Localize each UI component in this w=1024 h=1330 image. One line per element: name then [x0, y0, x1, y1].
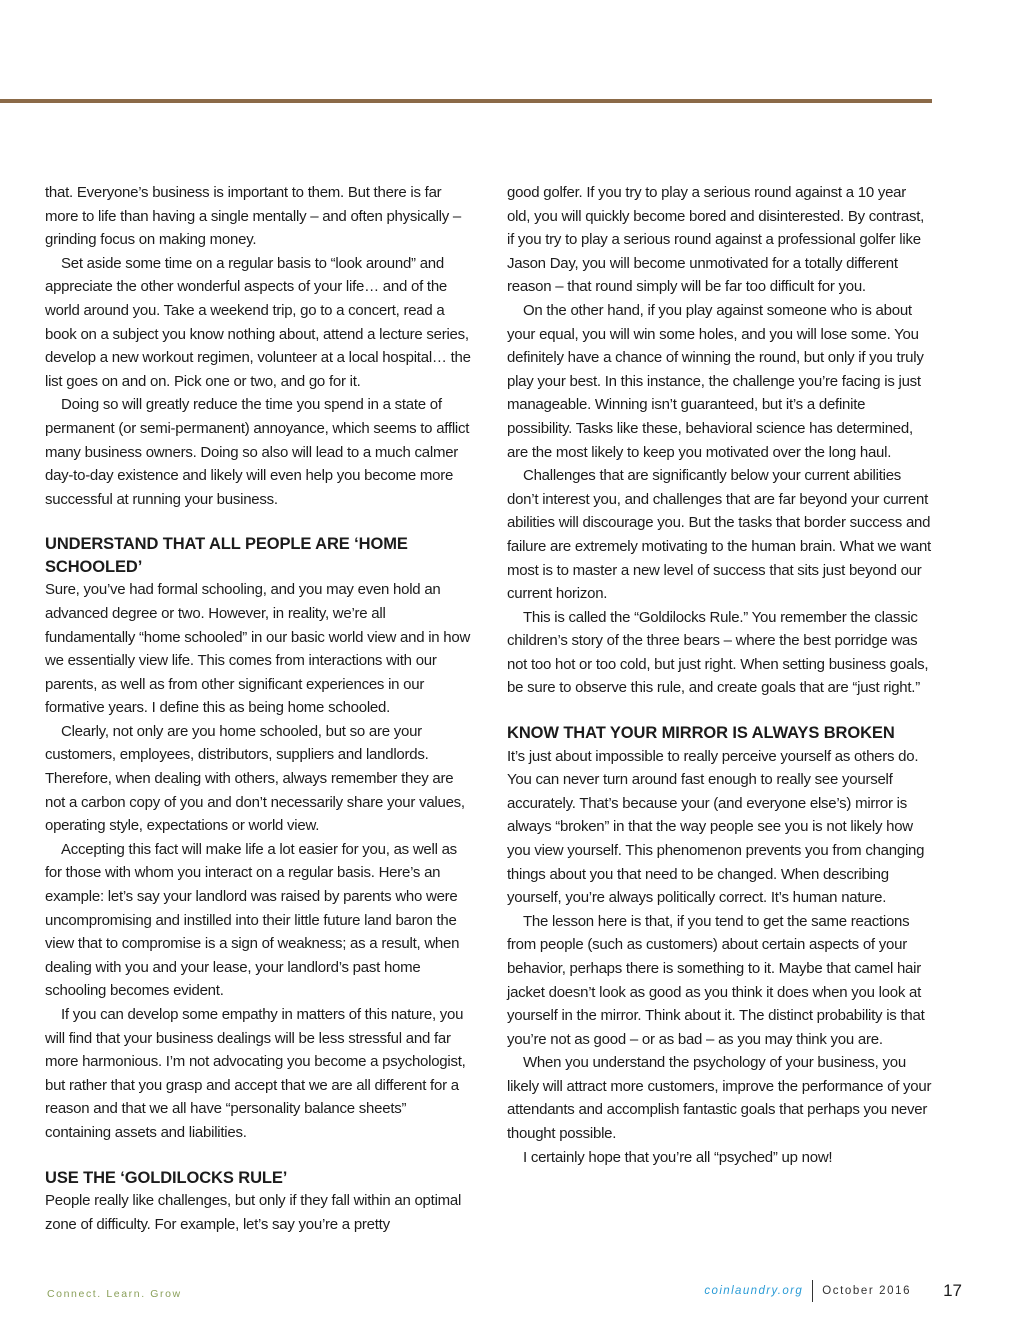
paragraph: I certainly hope that you’re all “psyched” up now! — [523, 1148, 833, 1166]
paragraph: Doing so will greatly reduce the time you spend in a state of permanent (or semi-permanent) annoyance, which seems to afflict many business owners. Doing so also will lead to a much calmer day-to-day existence and likely will even help you become more successful at running your business. — [45, 396, 470, 508]
paragraph: This is called the “Goldilocks Rule.” You remember the classic children’s story of the three bears – where the best porridge was not too hot or too cold, but just right. When setting business goals, be sure to observe this rule, and create goals that are “just right.” — [507, 608, 929, 697]
footer-divider — [812, 1280, 813, 1302]
section-heading: UNDERSTAND THAT ALL PEOPLE ARE ‘HOME SCHOOLED’ — [45, 535, 408, 576]
paragraph: It’s just about impossible to really perceive yourself as others do. You can never turn around fast enough to really see yourself accurately. That’s because your (and everyone else’s) mirror is always “broken” in that the way people see you is not likely how you view yourself. This phenomenon prevents you from changing things about you that need to be changed. When describing yourself, you’re always politically correct. It’s human nature. — [507, 747, 925, 907]
section-heading: USE THE ‘GOLDILOCKS RULE’ — [45, 1168, 288, 1187]
paragraph: People really like challenges, but only if they fall within an optimal zone of difficulty. For example, let’s say you’re a pretty — [45, 1192, 462, 1233]
header-rule — [0, 99, 932, 103]
section-heading: KNOW THAT YOUR MIRROR IS ALWAYS BROKEN — [507, 724, 895, 743]
paragraph: On the other hand, if you play against someone who is about your equal, you will win some holes, and you will lose some. You definitely have a chance of winning the round, but only if you truly play your best. In this instance, the challenge you’re facing is just manageable. Winning isn’t guaranteed, but it’s a definite possibility. Tasks like these, behavioral science has determined, are the most likely to keep you motivated over the long haul. — [507, 301, 924, 461]
paragraph: Accepting this fact will make life a lot easier for you, as well as for those with whom you interact on a regular basis. Here’s an example: let’s say your landlord was raised by parents who were uncompromising and instilled into their little future land baron the view that to compromise is a sign of weakness; as a result, when dealing with you and your lease, your landlord’s past home schooling becomes evident. — [45, 840, 460, 1000]
paragraph: If you can develop some empathy in matters of this nature, you will find that your business dealings will be less stressful and far more harmonious. I’m not advocating you become a psychologist, but rather that you grasp and accept that we are all different for a reason and that we all have “personality balance sheets” containing assets and liabilities. — [45, 1006, 466, 1141]
footer-info — [704, 1280, 962, 1302]
paragraph: The lesson here is that, if you tend to get the same reactions from people (such as customers) about certain aspects of your behavior, perhaps there is something to it. Maybe that camel hair jacket doesn’t look as good as you think it does when you look at yourself in the mirror. Think about it. The distinct probability is that you’re not as good – or as bad – as you may think you are. — [507, 912, 925, 1048]
page-number: 17 — [943, 1281, 962, 1300]
paragraph: that. Everyone’s business is important to them. But there is far more to life than having a single mentally – and often physically – grinding focus on making money. — [45, 184, 462, 249]
paragraph: Set aside some time on a regular basis to “look around” and appreciate the other wonderful aspects of your life… and of the world around you. Take a weekend trip, go to a concert, read a book on a subject you know nothing about, attend a lecture series, develop a new workout regimen, volunteer at a local hospital… the list goes on and on. Pick one or two, and go for it. — [45, 254, 471, 390]
article-column-right — [507, 181, 933, 1169]
paragraph: Challenges that are significantly below your current abilities don’t interest you, and challenges that are far beyond your current abilities will discourage you. But the tasks that border success and failure are extremely motivating to the human brain. What we want most is to master a new level of success that sits just beyond our current horizon. — [507, 467, 931, 603]
paragraph: Clearly, not only are you home schooled, but so are your customers, employees, distributors, suppliers and landlords. Therefore, when dealing with others, always remember they are not a carbon copy of you and don’t necessarily share your values, operating style, expectations or world view. — [45, 722, 465, 835]
footer-website-link[interactable]: coinlaundry.org — [704, 1285, 804, 1297]
footer-issue-date: October 2016 — [822, 1285, 912, 1297]
article-column-left — [45, 181, 471, 1236]
paragraph: Sure, you’ve had formal schooling, and you may even hold an advanced degree or two. However, in reality, we’re all fundamentally “home schooled” in our basic world view and in how we essentially view life. This comes from interactions with our parents, as well as from other significant experiences in our formative years. I define this as being home schooled. — [45, 581, 471, 717]
paragraph: When you understand the psychology of your business, you likely will attract more customers, improve the performance of your attendants and accomplish fantastic goals that perhaps you never thought possible. — [507, 1054, 932, 1143]
footer-tagline: Connect. Learn. Grow — [47, 1288, 182, 1300]
paragraph: good golfer. If you try to play a serious round against a 10 year old, you will quickly become bored and disinterested. By contrast, if you try to play a serious round against a professional golfer like Jason Day, you will become unmotivated for a totally different reason – that round simply will be far too difficult for you. — [507, 184, 925, 296]
